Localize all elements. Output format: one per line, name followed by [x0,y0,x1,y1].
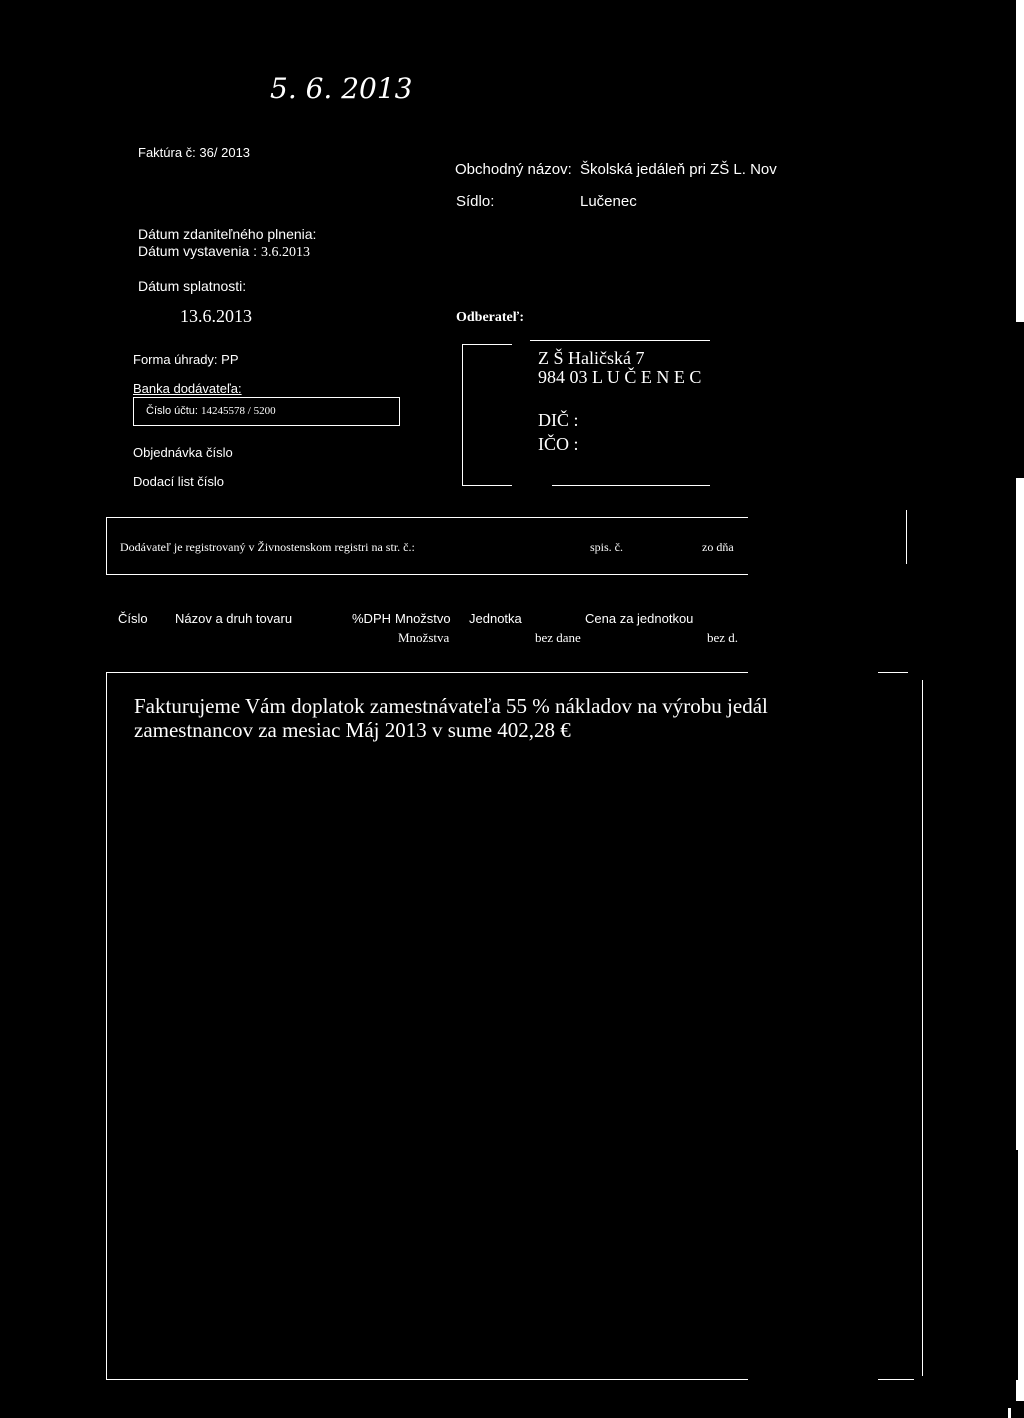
issue-date-line [138,243,310,261]
customer-dic-label: DIČ : [538,410,579,430]
payment-form-line [133,352,239,367]
scan-edge-top [1016,0,1024,322]
body-text-line2: zamestnancov za mesiac Máj 2013 v sume 402,28 € [134,718,571,742]
items-box-bottom [106,1379,748,1380]
registration-date: zo dňa [702,540,734,554]
registration-box-left [106,517,107,574]
customer-box-bottom-left [462,485,512,486]
seat-value: Lučenec [580,193,637,210]
scan-mark [1008,1408,1011,1418]
col-quantity: Množstvo [395,611,451,626]
col-name: Názov a druh tovaru [175,611,293,626]
invoice-number-line [138,145,250,160]
items-box-left [106,672,107,1380]
invoice-label: Faktúra č: [138,145,196,160]
due-date-label: Dátum splatnosti: [138,278,247,294]
scan-edge-gap [1016,1150,1018,1380]
col-quantity-sub: Množstva [398,630,450,645]
customer-address: 984 03 L U Č E N E C [538,367,702,387]
account-value: 14245578 / 5200 [201,405,276,417]
registration-spis: spis. č. [590,540,623,554]
col-vat: %DPH [352,611,392,626]
customer-box-top-right [530,340,710,341]
items-box-top [106,672,748,673]
items-box-bottom-right [878,1379,914,1380]
customer-name: Z Š Haličská 7 [538,348,645,368]
issue-date-value: 3.6.2013 [260,245,310,260]
registration-box-bottom [106,574,748,575]
taxable-supply-label: Dátum zdaniteľného plnenia: [138,226,317,242]
col-unit-price: Cena za jednotkou [585,611,694,626]
col-number: Číslo [118,611,148,626]
due-date-value: 13.6.2013 [180,306,252,326]
items-box-right [922,680,923,1376]
customer-box-top-left [462,344,512,345]
customer-box-left [462,344,463,486]
col-without-tax: bez dane [535,630,581,645]
payment-form-value: PP [221,352,239,367]
handwritten-date: 5. 6. 2013 [270,72,413,105]
customer-label: Odberateľ: [456,310,524,325]
issue-date-label: Dátum vystavenia : [138,243,258,259]
invoice-number: 36/ 2013 [199,145,251,160]
bank-label: Banka dodávateľa: [133,381,242,396]
seat-label: Sídlo: [456,193,495,210]
registration-box-top [106,517,748,518]
delivery-note-label: Dodací list číslo [133,474,225,489]
customer-box-bottom-right [552,485,710,486]
account-label: Číslo účtu: [146,405,198,417]
registration-text: Dodávateľ je registrovaný v Živnostenskom registri na str. č.: [120,540,415,554]
trade-name-label: Obchodný názov: [455,161,572,178]
col-unit: Jednotka [469,611,522,626]
account-line [146,405,276,417]
payment-form-label: Forma úhrady: [133,352,218,367]
col-vat-quantity [352,611,451,626]
trade-name-value: Školská jedáleň pri ZŠ L. Nov [580,161,777,178]
col-without-tax-2: bez d. [707,630,739,645]
items-box-top-right [878,672,908,673]
registration-box-right [906,510,907,564]
body-text-line1: Fakturujeme Vám doplatok zamestnávateľa 55 % nákladov na výrobu jedál [134,694,768,718]
order-number-label: Objednávka číslo [133,445,233,460]
customer-ico-label: IČO : [538,434,579,454]
